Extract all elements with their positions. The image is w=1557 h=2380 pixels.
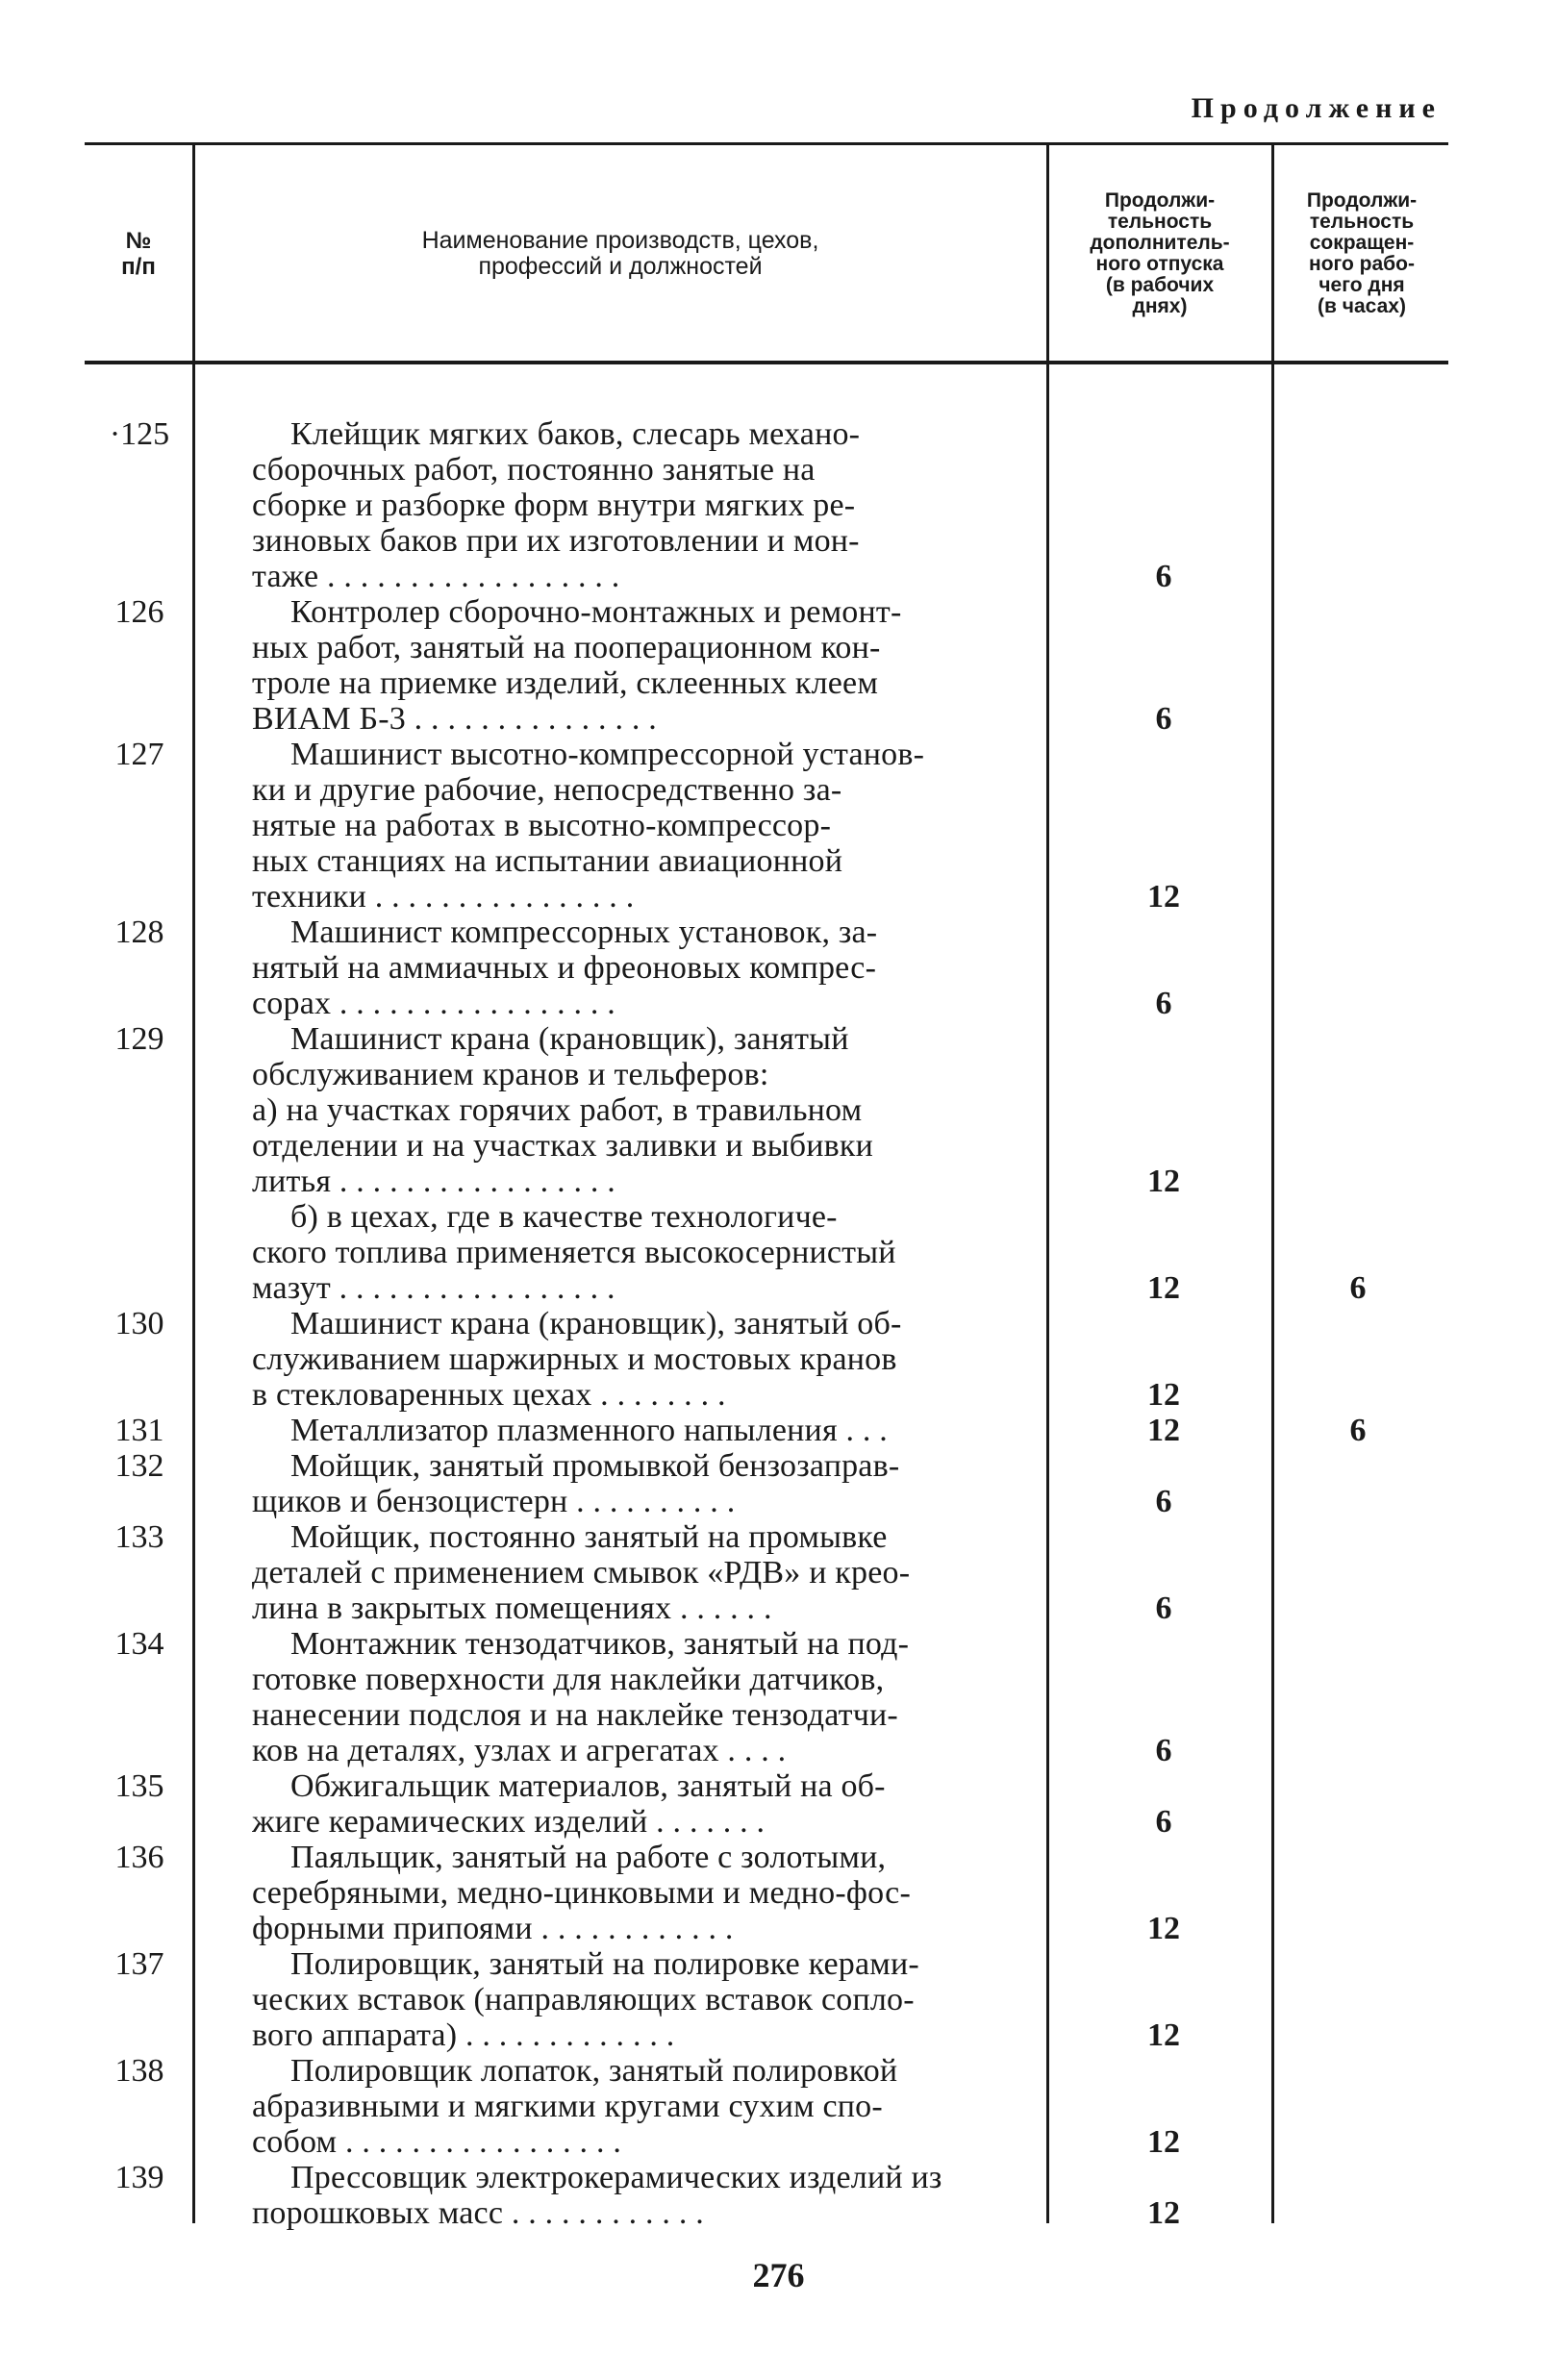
row-description xyxy=(252,416,1029,594)
row-description xyxy=(252,2160,1029,2231)
leave-days-value: 6 xyxy=(1155,559,1172,594)
description-line: Полировщик лопаток, занятый полировкой xyxy=(290,2053,898,2089)
description-line: Прессовщик электрокерамических изделий из xyxy=(290,2160,942,2195)
leave-days-value: 6 xyxy=(1155,986,1172,1021)
row-description xyxy=(252,1021,1029,1199)
row-description xyxy=(252,1946,1029,2053)
header-bottom-rule xyxy=(85,361,1448,364)
description-line: деталей с применением смывок «РДВ» и крео- xyxy=(252,1555,911,1591)
description-line: нанесении подслоя и на наклейке тензодатчи- xyxy=(252,1697,898,1733)
workday-hours-value: 6 xyxy=(1349,1413,1367,1448)
description-line: сорах . . . . . . . . . . . . . . . . . xyxy=(252,986,615,1021)
row-number: 137 xyxy=(114,1946,164,1982)
description-line: нятые на работах в высотно-компрессор- xyxy=(252,808,832,843)
continuation-label: Продолжение xyxy=(1191,92,1442,124)
leave-days-value: 12 xyxy=(1147,2017,1180,2053)
leave-days-value: 6 xyxy=(1155,1804,1172,1840)
leave-days-value: 12 xyxy=(1147,879,1180,914)
workday-hours-value: 6 xyxy=(1349,1270,1367,1306)
row-description xyxy=(252,1768,1029,1840)
page-number: 276 xyxy=(752,2256,805,2294)
description-line: в стекловаренных цехах . . . . . . . . xyxy=(252,1377,726,1413)
leave-days-value: 12 xyxy=(1147,1270,1180,1306)
description-line: вого аппарата) . . . . . . . . . . . . . xyxy=(252,2017,675,2053)
row-description xyxy=(252,1448,1029,1519)
description-line: Монтажник тензодатчиков, занятый на под- xyxy=(290,1626,910,1662)
description-line: служиванием шаржирных и мостовых кранов xyxy=(252,1341,897,1377)
description-line: Машинист крана (крановщик), занятый xyxy=(290,1021,849,1057)
row-description xyxy=(252,914,1029,1021)
description-line: нятый на аммиачных и фреоновых компрес- xyxy=(252,950,877,986)
description-line: Машинист высотно-компрессорной установ- xyxy=(290,737,925,772)
header-name: Наименование производств, цехов, профессий и должностей xyxy=(421,227,819,280)
description-line: зиновых баков при их изготовлении и мон- xyxy=(252,523,860,559)
description-line: Полировщик, занятый на полировке керами- xyxy=(290,1946,919,1982)
leave-days-value: 12 xyxy=(1147,2195,1180,2231)
description-line: собом . . . . . . . . . . . . . . . . . xyxy=(252,2124,622,2160)
description-line: Мойщик, постоянно занятый на промывке xyxy=(290,1519,888,1555)
description-line: троле на приемке изделий, склеенных клеем xyxy=(252,665,879,701)
description-line: ки и другие рабочие, непосредственно за- xyxy=(252,772,842,808)
description-line: сборке и разборке форм внутри мягких ре- xyxy=(252,488,856,523)
row-description xyxy=(252,1519,1029,1626)
leave-days-value: 6 xyxy=(1155,701,1172,737)
description-line: обслуживанием кранов и тельферов: xyxy=(252,1057,769,1092)
description-line: Паяльщик, занятый на работе с золотыми, xyxy=(290,1840,887,1875)
description-line: таже . . . . . . . . . . . . . . . . . . xyxy=(252,559,620,594)
description-line: Металлизатор плазменного напыления . . . xyxy=(290,1413,888,1448)
row-description xyxy=(252,1306,1029,1413)
row-description xyxy=(252,1626,1029,1768)
row-number: 133 xyxy=(114,1519,164,1555)
leave-days-value: 12 xyxy=(1147,1377,1180,1413)
leave-days-value: 6 xyxy=(1155,1591,1172,1626)
description-line: ных работ, занятый на пооперационном кон- xyxy=(252,630,881,665)
description-line: Клейщик мягких баков, слесарь механо- xyxy=(290,416,861,452)
description-line: серебряными, медно-цинковыми и медно-фос- xyxy=(252,1875,911,1911)
header-number: № п/п xyxy=(121,228,156,280)
leave-days-value: 6 xyxy=(1155,1484,1172,1519)
row-description xyxy=(252,1199,1029,1306)
description-line: отделении и на участках заливки и выбивки xyxy=(252,1128,874,1164)
description-line: Контролер сборочно-монтажных и ремонт- xyxy=(290,594,902,630)
description-line: мазут . . . . . . . . . . . . . . . . . xyxy=(252,1270,615,1306)
row-description xyxy=(252,2053,1029,2160)
description-line: ных станциях на испытании авиационной xyxy=(252,843,843,879)
row-description xyxy=(252,1840,1029,1946)
description-line: ков на деталях, узлах и агрегатах . . . . xyxy=(252,1733,787,1768)
row-description xyxy=(252,1413,1029,1448)
description-line: лина в закрытых помещениях . . . . . . xyxy=(252,1591,772,1626)
leave-days-value: 6 xyxy=(1155,1733,1172,1768)
row-number: 131 xyxy=(114,1413,164,1448)
description-line: литья . . . . . . . . . . . . . . . . . xyxy=(252,1164,615,1199)
description-line: сборочных работ, постоянно занятые на xyxy=(252,452,816,488)
description-line: Машинист крана (крановщик), занятый об- xyxy=(290,1306,902,1341)
description-line: б) в цехах, где в качестве технологиче- xyxy=(290,1199,838,1235)
column-divider-1 xyxy=(192,144,195,2223)
row-number: 128 xyxy=(114,914,164,950)
description-line: ВИАМ Б-3 . . . . . . . . . . . . . . . xyxy=(252,701,657,737)
description-line: щиков и бензоцистерн . . . . . . . . . . xyxy=(252,1484,736,1519)
row-description xyxy=(252,737,1029,914)
header-workday: Продолжи- тельность сокращен- ного рабо- чего дня (в часах) xyxy=(1306,189,1418,317)
description-line: ческих вставок (направляющих вставок сопло- xyxy=(252,1982,915,2017)
row-number: 132 xyxy=(114,1448,164,1484)
row-number: 138 xyxy=(114,2053,164,2089)
row-number: 127 xyxy=(114,737,164,772)
leave-days-value: 12 xyxy=(1147,1911,1180,1946)
description-line: Машинист компрессорных установок, за- xyxy=(290,914,878,950)
leave-days-value: 12 xyxy=(1147,2124,1180,2160)
row-number: 129 xyxy=(114,1021,164,1057)
row-description xyxy=(252,594,1029,737)
row-number: ·125 xyxy=(109,416,170,452)
description-line: жиге керамических изделий . . . . . . . xyxy=(252,1804,766,1840)
leave-days-value: 12 xyxy=(1147,1164,1180,1199)
description-line: ского топлива применяется высокосернистый xyxy=(252,1235,896,1270)
description-line: Обжигальщик материалов, занятый на об- xyxy=(290,1768,886,1804)
description-line: Мойщик, занятый промывкой бензозаправ- xyxy=(290,1448,900,1484)
description-line: техники . . . . . . . . . . . . . . . . xyxy=(252,879,635,914)
row-number: 126 xyxy=(114,594,164,630)
description-line: готовке поверхности для наклейки датчиков, xyxy=(252,1662,885,1697)
description-line: порошковых масс . . . . . . . . . . . . xyxy=(252,2195,704,2231)
table-top-rule xyxy=(85,142,1448,145)
row-number: 139 xyxy=(114,2160,164,2195)
leave-days-value: 12 xyxy=(1147,1413,1180,1448)
description-line: форными припоями . . . . . . . . . . . . xyxy=(252,1911,734,1946)
row-number: 135 xyxy=(114,1768,164,1804)
description-line: а) на участках горячих работ, в травильном xyxy=(252,1092,863,1128)
description-line: абразивными и мягкими кругами сухим спо- xyxy=(252,2089,883,2124)
row-number: 134 xyxy=(114,1626,164,1662)
row-number: 136 xyxy=(114,1840,164,1875)
header-leave: Продолжи- тельность дополнитель- ного отпуска (в рабочих днях) xyxy=(1090,189,1230,317)
row-number: 130 xyxy=(114,1306,164,1341)
